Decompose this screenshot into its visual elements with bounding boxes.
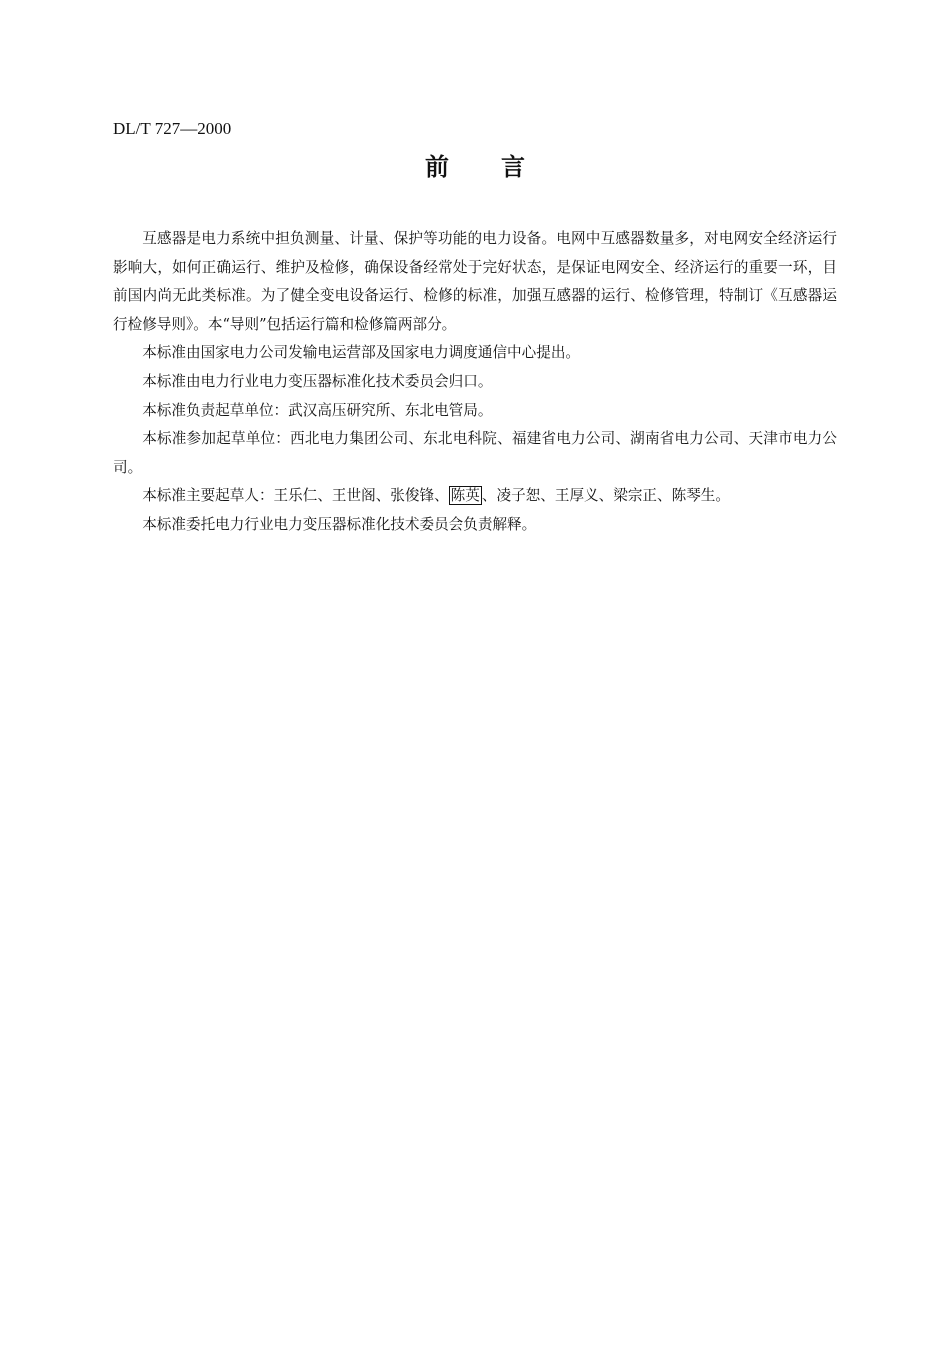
paragraph-responsible-committee: 本标准由电力行业电力变压器标准化技术委员会归口。 [142,372,493,390]
document-code: DL/T 727—2000 [113,119,232,138]
highlighted-author: 陈英 [450,487,480,505]
paragraph-main-authors [113,482,837,511]
title-char-1: 前 [425,152,449,181]
authors-after: 、凌子恕、王厚义、梁宗正、陈琴生。 [481,487,730,505]
authors-before: 本标准主要起草人：王乐仁、王世阁、张俊锋、 [142,487,449,505]
section-title [0,150,950,184]
paragraph-proposer: 本标准由国家电力公司发输电运营部及国家电力调度通信中心提出。 [142,344,581,362]
paragraph-participating-drafters: 本标准参加起草单位：西北电力集团公司、东北电科院、福建省电力公司、湖南省电力公司、天津市电力公司。 [113,430,837,476]
paragraph-interpretation: 本标准委托电力行业电力变压器标准化技术委员会负责解释。 [142,515,537,533]
paragraph-lead-drafters: 本标准负责起草单位：武汉高压研究所、东北电管局。 [142,401,493,419]
paragraph-intro: 互感器是电力系统中担负测量、计量、保护等功能的电力设备。电网中互感器数量多，对电网安全经济运行影响大，如何正确运行、维护及检修，确保设备经常处于完好状态，是保证电网安全、经济运行的重要一环，目前国内尚无此类标准。为了健全变电设备运行、检修的标准，加强互感器的运行、检修管理，特制订《互感器运行检修导则》。本“导则”包括运行篇和检修篇两部分。 [113,230,837,333]
preface-body [113,225,837,540]
title-char-2: 言 [501,152,525,181]
